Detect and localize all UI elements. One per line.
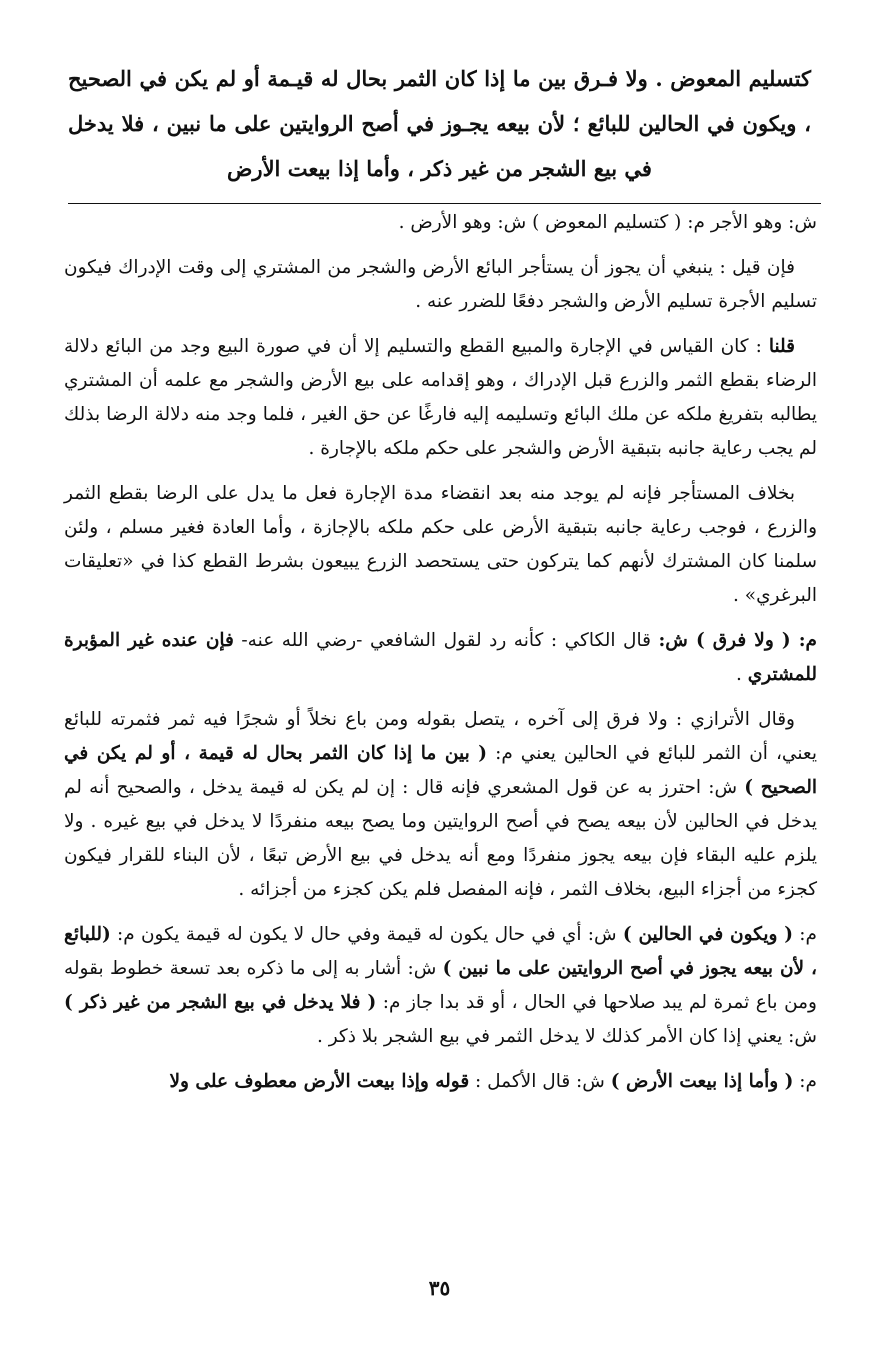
bold-quote: فإن عنده غير المؤبرة للمشتري xyxy=(64,630,817,685)
paragraph-text: ش: أشار به إلى ما ذكره بعد تسعة خطوط بقوله ومن باع ثمرة لم يبد صلاحها في الحال ، أو قد بدا جاز م: xyxy=(64,958,817,1013)
page-number: ٣٥ xyxy=(428,1276,451,1300)
paragraph-text: فإن قيل : ينبغي أن يجوز أن يستأجر البائع الأرض والشجر من المشتري إلى وقت الإدراك فيكون تسليم الأجرة تسليم الأرض والشجر دفعًا للضرر عنه . xyxy=(64,257,817,312)
paragraph-text: : كان القياس في الإجارة والمبيع القطع والتسليم إلا أن في صورة البيع وجد من البائع دلالة الرضاء بقطع الثمر والزرع قبل الإدراك ، وهو إقدامه على بيع الأرض والشجر مع علمه أن المشتري يطالبه بتفريغ ملكه عن ملك البائع وتسليمه إليه فارغًا عن حق الغير ، فلما وجد منه دلالة الرضا بذلك لم يجب رعاية جانبه بتبقية الأرض والشجر على حكم ملكه بالإجارة . xyxy=(64,336,817,459)
bold-term: قلنا xyxy=(768,336,795,357)
paragraph-text: م: xyxy=(793,924,817,945)
commentary-paragraph xyxy=(64,1065,817,1099)
commentary-paragraph xyxy=(64,624,817,692)
paragraph-text: وقال الأترازي : ولا فرق إلى آخره ، يتصل بقوله ومن باع نخلاً أو شجرًا فيه ثمر فثمرته للبائع يعني، أن الثمر للبائع في الحالين يعني م: xyxy=(64,709,817,764)
paragraph-text: ش: احترز به عن قول المشعري فإنه قال : إن لم يكن له قيمة يدخل ، والصحيح أنه لم يدخل في الحالين لأن بيعه يصح في أصح الروايتين وما يصح بيعه منفردًا لا يدخل في بيع غيره . ولا يلزم عليه البقاء فإن بيعه يجوز منفردًا ومع أنه يدخل في بيع الأرض تبعًا ، لأن البناء للقرار فيكون كجزء من أجزاء البيع، بخلاف الثمر ، فإنه المفصل فلم يكن كجزء من أجزائه . xyxy=(64,777,817,900)
bold-quote: م: ( ولا فرق ) ش: xyxy=(658,630,817,651)
matn-text: كتسليم المعوض . ولا فـرق بين ما إذا كان الثمر بحال له قيـمة أو لم يكن في الصحيح ، ويكون في الحالين للبائع ؛ لأن بيعه يجـوز في أصح الروايتين على ما نبين ، فلا يدخل في بيع الشجر من غير ذكر ، وأما إذا بيعت الأرض xyxy=(68,66,811,181)
bold-quote: ( فلا يدخل في بيع الشجر من غير ذكر ) xyxy=(64,992,377,1013)
commentary-paragraph xyxy=(64,703,817,907)
horizontal-divider xyxy=(68,203,821,204)
paragraph-text: . xyxy=(736,664,748,685)
bold-quote: ( بين ما إذا كان الثمر بحال له قيمة ، أو لم يكن في الصحيح ) xyxy=(64,743,817,798)
commentary-paragraph xyxy=(64,477,817,613)
commentary-paragraph xyxy=(64,330,817,466)
commentary-paragraph xyxy=(64,206,817,240)
bold-quote: (للبائع ، لأن بيعه يجوز في أصح الروايتين على ما نبين ) xyxy=(64,924,817,979)
paragraph-text: ش: قال الأكمل : xyxy=(469,1071,611,1092)
commentary-paragraph xyxy=(64,251,817,319)
paragraph-text: ش: يعني إذا كان الأمر كذلك لا يدخل الثمر في بيع الشجر بلا ذكر . xyxy=(316,1026,817,1047)
paragraph-text: ش: وهو الأجر م: ( كتسليم المعوض ) ش: وهو الأرض . xyxy=(398,212,817,233)
sharh-commentary xyxy=(64,206,817,1110)
commentary-paragraph xyxy=(64,918,817,1054)
bold-quote: قوله وإذا بيعت الأرض معطوف على ولا xyxy=(169,1071,470,1092)
bold-quote: ( وأما إذا بيعت الأرض ) xyxy=(610,1071,794,1092)
paragraph-text: ش: أي في حال يكون له قيمة وفي حال لا يكون له قيمة يكون م: xyxy=(110,924,623,945)
paragraph-text: قال الكاكي : كأنه رد لقول الشافعي -رضي الله عنه- xyxy=(233,630,659,651)
paragraph-text: بخلاف المستأجر فإنه لم يوجد منه بعد انقضاء مدة الإجارة فعل ما يدل على الرضا بقطع الثمر والزرع ، فوجب رعاية جانبه بتبقية الأرض على حكم ملكه بالإجازة ، وأما العادة فغير مسلم ، ولئن سلمنا كان المشترك لأنهم كما يتركون حتى يستحصد الزرع يبيعون بشرط القطع كذا في «تعليقات البرغري» . xyxy=(64,483,817,606)
paragraph-text: م: xyxy=(793,1071,817,1092)
bold-quote: ( ويكون في الحالين ) xyxy=(622,924,794,945)
